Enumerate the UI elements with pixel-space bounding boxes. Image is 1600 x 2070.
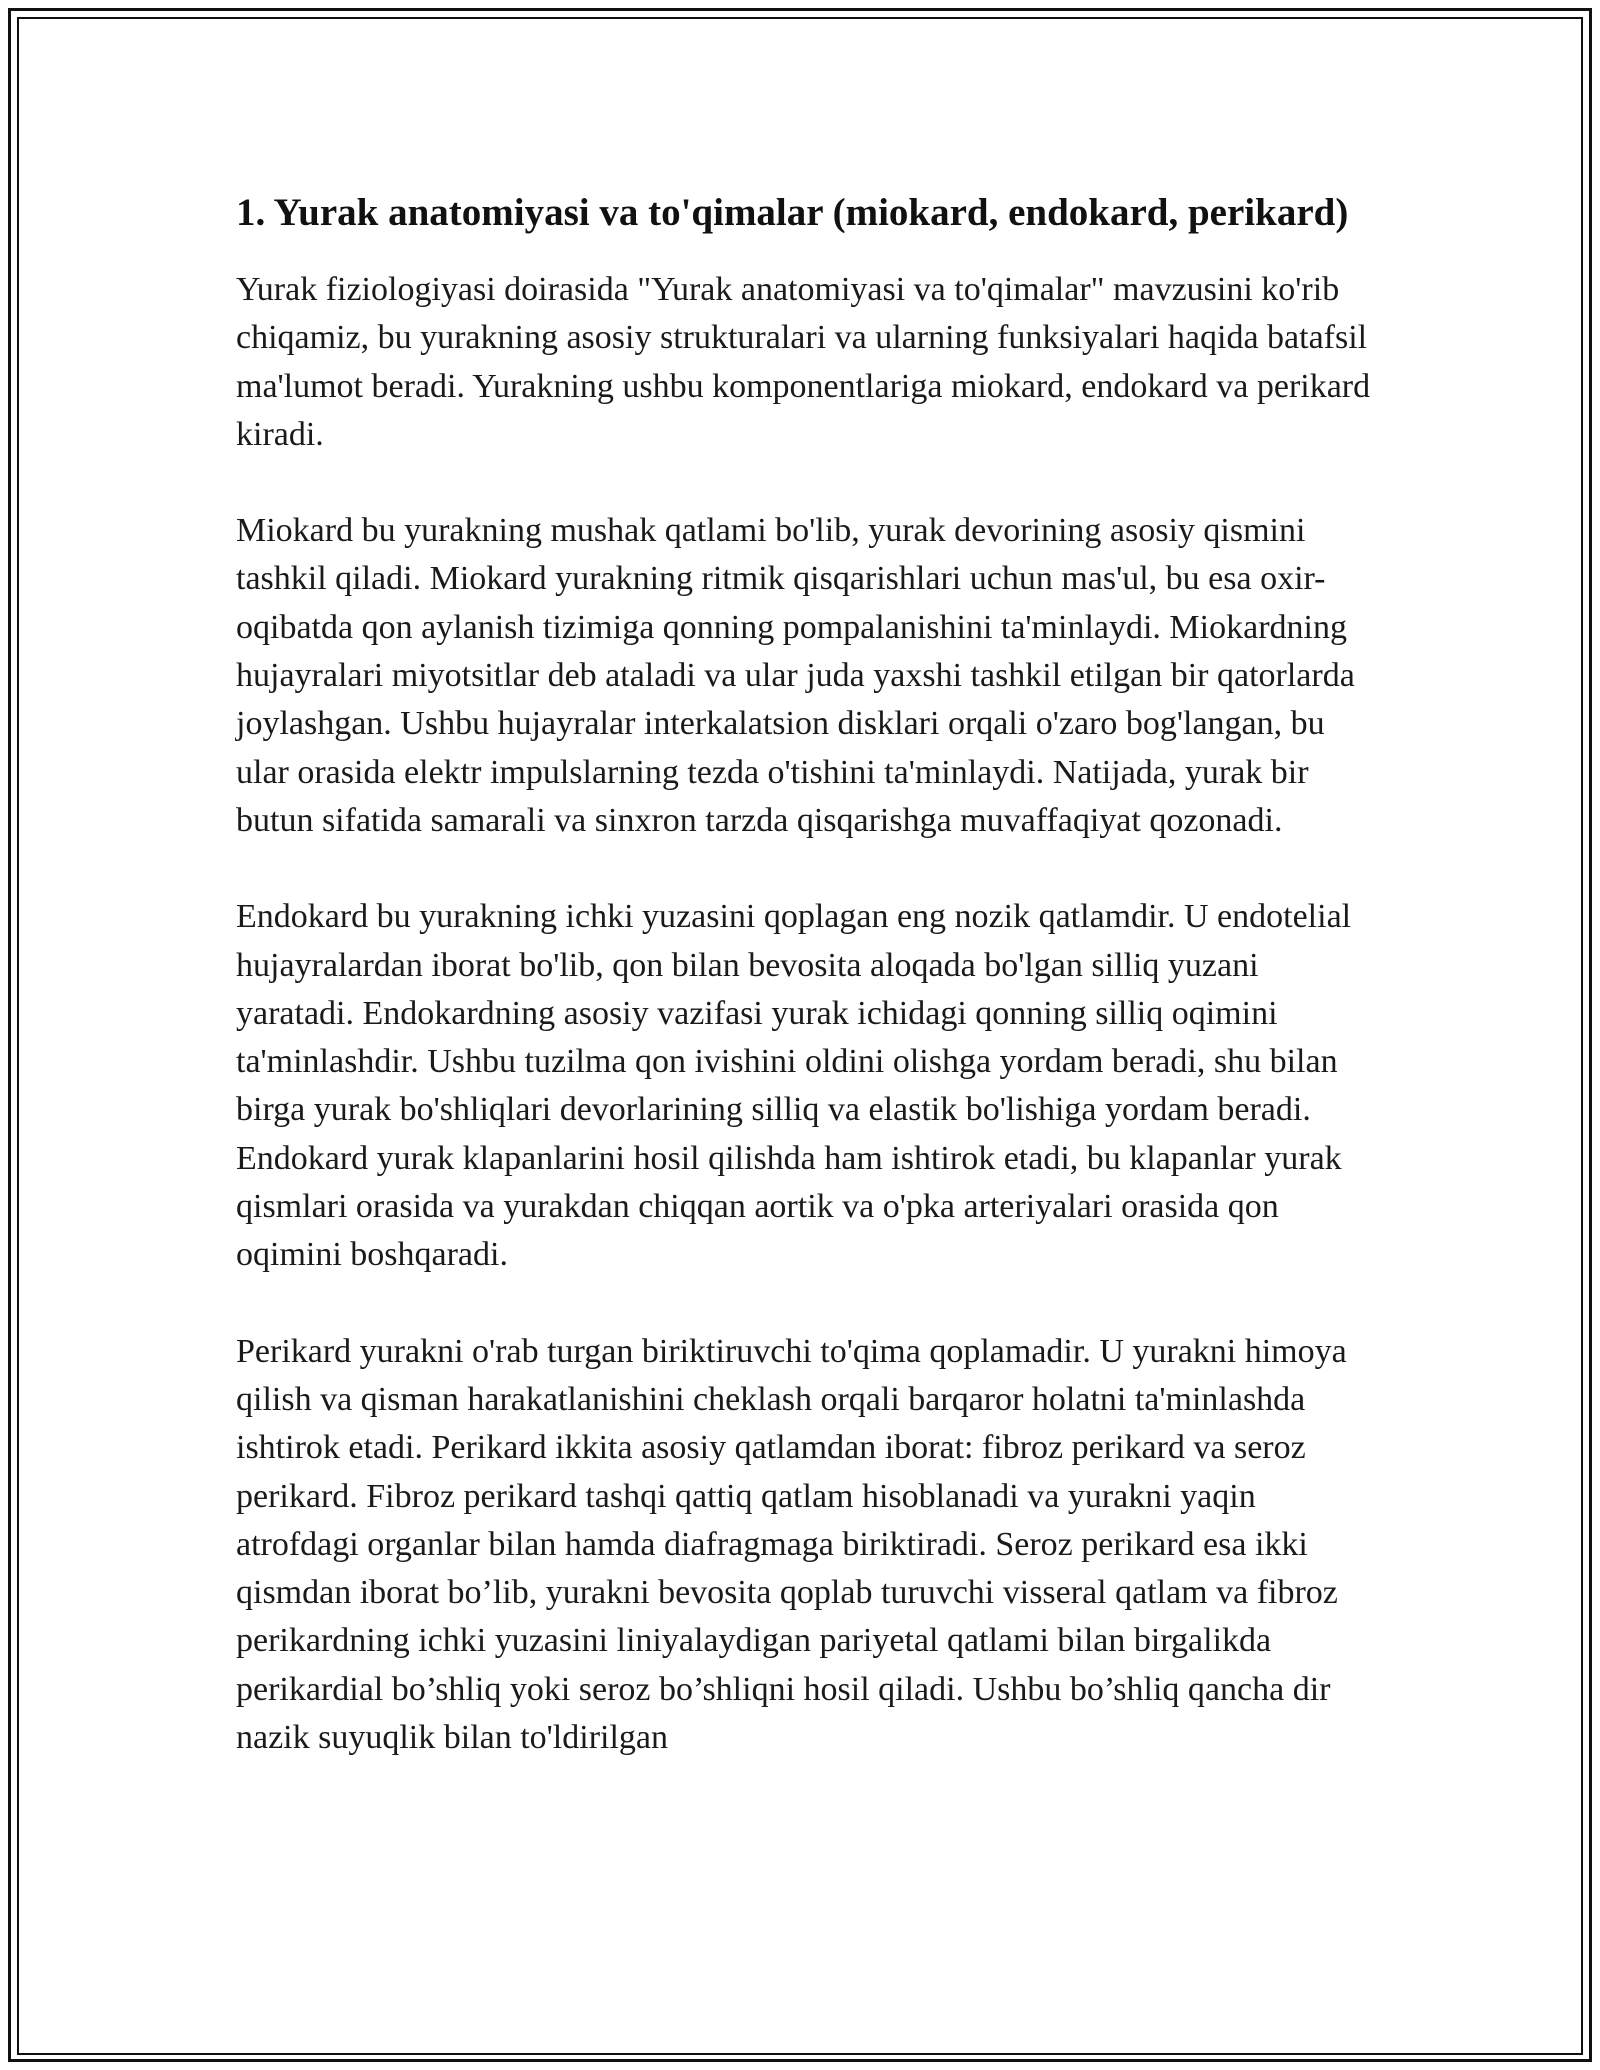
document-body <box>236 186 1376 1810</box>
paragraph-endokard: Endokard bu yurakning ichki yuzasini qoplagan eng nozik qatlamdir. U endotelial hujayralardan iborat bo'lib, qon bilan bevosita aloqada bo'lgan silliq yuzani yaratadi. Endokardning asosiy vazifasi yurak ichidagi qonning silliq oqimini ta'minlashdir. Ushbu tuzilma qon ivishini oldini olishga yordam beradi, shu bilan birga yurak bo'shliqlari devorlarining silliq va elastik bo'lishiga yordam beradi. Endokard yurak klapanlarini hosil qilishda ham ishtirok etadi, bu klapanlar yurak qismlari orasida va yurakdan chiqqan aortik va o'pka arteriyalari orasida qon oqimini boshqaradi. <box>236 898 1352 1274</box>
paragraph-intro: Yurak fiziologiyasi doirasida "Yurak anatomiyasi va to'qimalar" mavzusini ko'rib chiqamiz, bu yurakning asosiy strukturalari va ularning funksiyalari haqida batafsil ma'lumot beradi. Yurakning ushbu komponentlariga miokard, endokard va perikard kiradi. <box>236 271 1371 453</box>
section-title: 1. Yurak anatomiyasi va to'qimalar (miokard, endokard, perikard) <box>236 191 1349 234</box>
paragraph-perikard: Perikard yurakni o'rab turgan biriktiruvchi to'qima qoplamadir. U yurakni himoya qilish va qisman harakatlanishini cheklash orqali barqaror holatni ta'minlashda ishtirok etadi. Perikard ikkita asosiy qatlamdan iborat: fibroz perikard va seroz perikard. Fibroz perikard tashqi qattiq qatlam hisoblanadi va yurakni yaqin atrofdagi organlar bilan hamda diafragmaga biriktiradi. Seroz perikard esa ikki qismdan iborat bo’lib, yurakni bevosita qoplab turuvchi visseral qatlam va fibroz perikardning ichki yuzasini liniyalaydigan pariyetal qatlami bilan birgalikda perikardial bo’shliq yoki seroz bo’shliqni hosil qiladi. Ushbu bo’shliq qancha dir nazik suyuqlik bilan to'ldirilgan <box>236 1332 1347 1757</box>
paragraph-miokard: Miokard bu yurakning mushak qatlami bo'lib, yurak devorining asosiy qismini tashkil qiladi. Miokard yurakning ritmik qisqarishlari uchun mas'ul, bu esa oxir-oqibatda qon aylanish tizimiga qonning pompalanishini ta'minlaydi. Miokardning hujayralari miyotsitlar deb ataladi va ular juda yaxshi tashkil etilgan bir qatorlarda joylashgan. Ushbu hujayralar interkalatsion disklari orqali o'zaro bog'langan, bu ular orasida elektr impulslarning tezda o'tishini ta'minlaydi. Natijada, yurak bir butun sifatida samarali va sinxron tarzda qisqarishga muvaffaqiyat qozonadi. <box>236 512 1355 839</box>
